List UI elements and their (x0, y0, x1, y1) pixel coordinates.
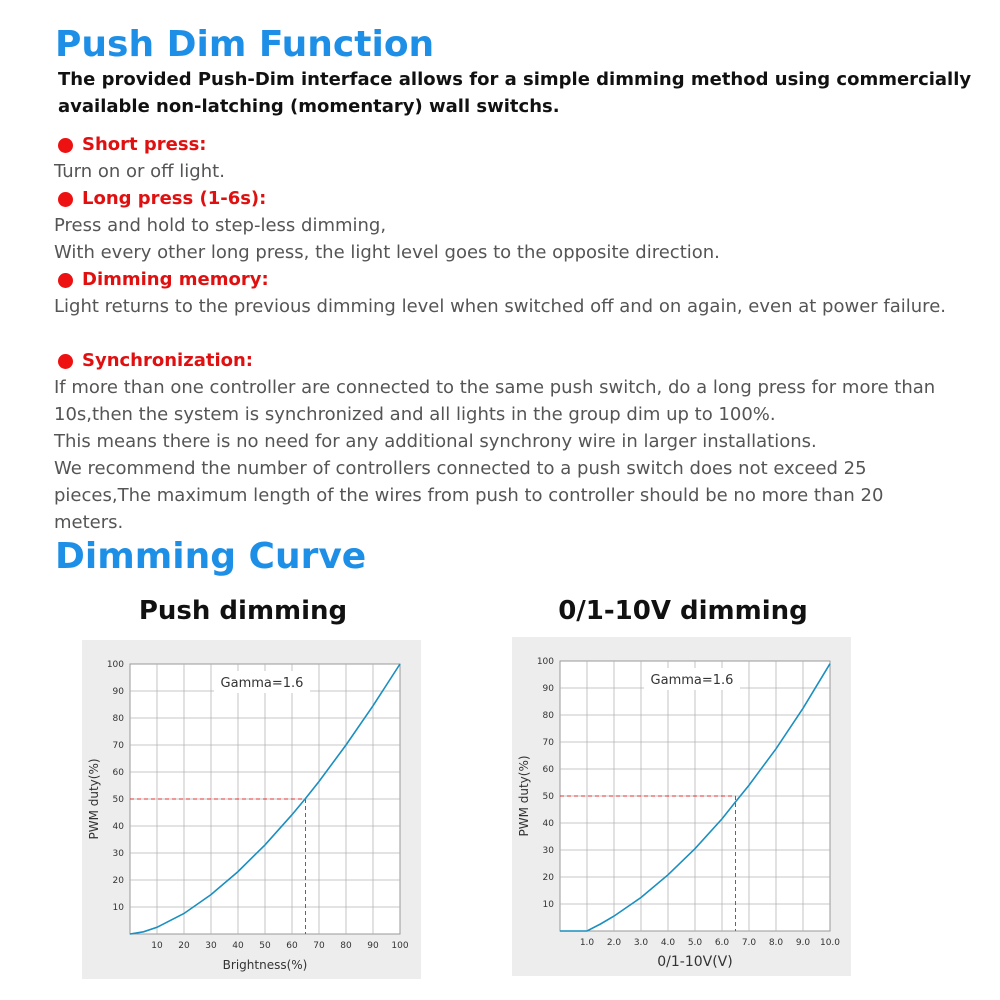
chart-panel-push (82, 640, 421, 979)
x-tick-label: 60 (286, 941, 298, 951)
feature-title: Synchronization: (82, 350, 253, 371)
feature-line: We recommend the number of controllers connected to a push switch does not exceed 25 pieces,The maximum length of the wires from push to controller should be no more than 20 meters. (54, 458, 884, 533)
feature-title: Dimming memory: (82, 269, 269, 290)
bullet-icon (58, 354, 73, 369)
x-tick-label: 2.0 (606, 938, 622, 948)
chart-title-voltage: 0/1-10V dimming (558, 596, 808, 626)
y-tick-label: 20 (112, 876, 124, 886)
x-tick-label: 30 (205, 941, 217, 951)
x-tick-label: 70 (313, 941, 325, 951)
y-tick-label: 100 (536, 657, 554, 667)
x-tick-label: 1.0 (579, 938, 595, 948)
y-tick-label: 40 (542, 819, 554, 829)
x-tick-label: 90 (367, 941, 379, 951)
x-tick-label: 7.0 (741, 938, 757, 948)
y-tick-label: 10 (542, 900, 554, 910)
x-tick-label: 5.0 (687, 938, 703, 948)
y-axis-label: PWM duty(%) (517, 755, 531, 837)
x-tick-label: 80 (340, 941, 352, 951)
gamma-annotation: Gamma=1.6 (650, 673, 734, 688)
y-tick-label: 90 (112, 687, 124, 697)
dimming-curve-title: Dimming Curve (55, 536, 367, 577)
feature-line: If more than one controller are connected to the same push switch, do a long press for more than 10s,then the system is synchronized and all lights in the group dim up to 100%. (54, 377, 936, 425)
push-dim-intro: The provided Push-Dim interface allows for a simple dimming method using commercially available non-latching (momentary) wall switchs. (58, 69, 972, 117)
y-tick-label: 70 (112, 741, 124, 751)
y-tick-label: 40 (112, 822, 124, 832)
y-tick-label: 20 (542, 873, 554, 883)
x-tick-label: 10 (151, 941, 163, 951)
push-dimming-chart (82, 640, 421, 979)
y-tick-label: 60 (112, 768, 124, 778)
x-tick-label: 40 (232, 941, 244, 951)
chart-title-push: Push dimming (138, 596, 348, 626)
feature-line: With every other long press, the light level goes to the opposite direction. (54, 242, 720, 263)
x-tick-label: 20 (178, 941, 190, 951)
x-tick-label: 9.0 (795, 938, 811, 948)
bullet-icon (58, 192, 73, 207)
annotation-box (644, 668, 740, 690)
annotation-box (214, 671, 310, 693)
voltage-dimming-chart (512, 637, 851, 976)
y-tick-label: 80 (542, 711, 554, 721)
x-tick-label: 8.0 (768, 938, 784, 948)
y-tick-label: 70 (542, 738, 554, 748)
x-axis-label: 0/1-10V(V) (657, 954, 733, 970)
y-tick-label: 50 (112, 795, 124, 805)
gamma-annotation: Gamma=1.6 (220, 676, 304, 691)
y-axis-label: PWM duty(%) (87, 758, 101, 840)
y-tick-label: 90 (542, 684, 554, 694)
feature-line: Turn on or off light. (54, 161, 225, 182)
y-tick-label: 80 (112, 714, 124, 724)
feature-title: Long press (1-6s): (82, 188, 267, 209)
push-dim-title: Push Dim Function (55, 24, 435, 65)
chart-panel-voltage (512, 637, 851, 976)
feature-dimming-memory (54, 266, 954, 320)
x-tick-label: 50 (259, 941, 271, 951)
y-tick-label: 60 (542, 765, 554, 775)
feature-short-press (54, 131, 954, 185)
x-tick-label: 3.0 (633, 938, 649, 948)
bullet-icon (58, 273, 73, 288)
feature-title: Short press: (82, 134, 207, 155)
feature-line: This means there is no need for any additional synchrony wire in larger installations. (54, 431, 817, 452)
feature-line: Light returns to the previous dimming level when switched off and on again, even at power failure. (54, 296, 946, 317)
x-tick-label: 100 (391, 941, 409, 951)
bullet-icon (58, 138, 73, 153)
feature-line: Press and hold to step-less dimming, (54, 215, 387, 236)
feature-long-press (54, 185, 954, 266)
x-tick-label: 10.0 (819, 938, 841, 948)
y-tick-label: 100 (106, 660, 124, 670)
x-tick-label: 4.0 (660, 938, 676, 948)
x-tick-label: 6.0 (714, 938, 730, 948)
x-axis-label: Brightness(%) (222, 958, 308, 972)
y-tick-label: 10 (112, 903, 124, 913)
y-tick-label: 30 (112, 849, 124, 859)
feature-synchronization (54, 347, 954, 536)
y-tick-label: 50 (542, 792, 554, 802)
y-tick-label: 30 (542, 846, 554, 856)
